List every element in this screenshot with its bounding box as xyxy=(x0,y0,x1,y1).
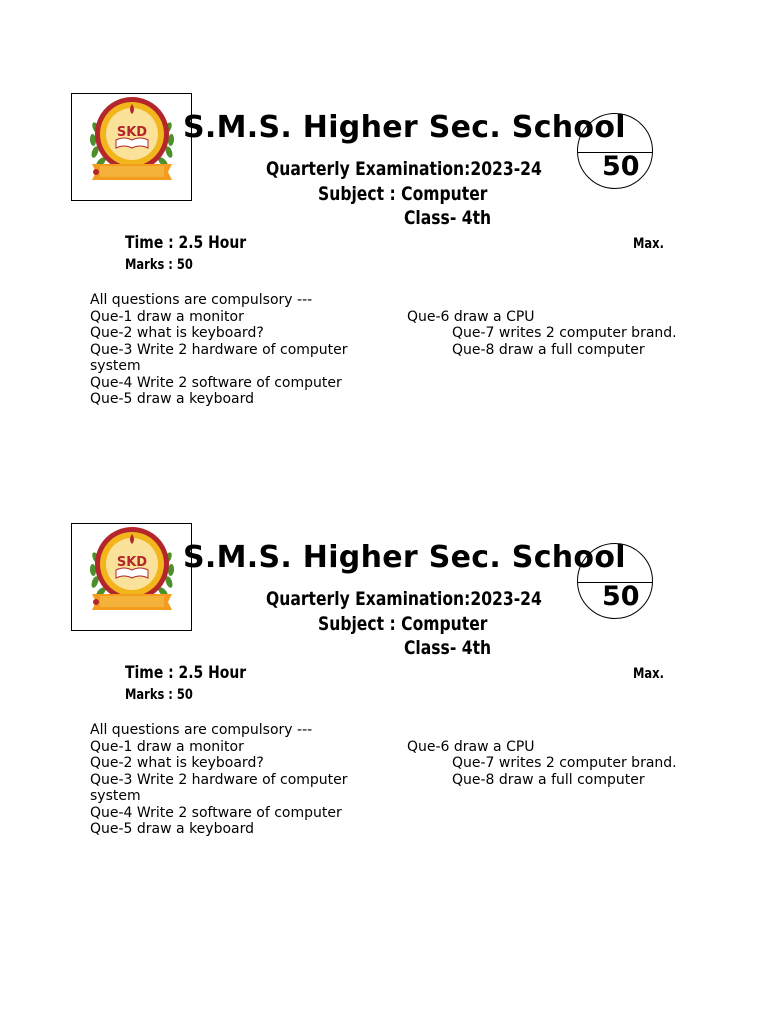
school-logo-frame xyxy=(71,93,192,201)
question-item: Que-6 draw a CPU xyxy=(407,309,535,325)
question-item: Que-1 draw a monitor xyxy=(90,739,244,755)
question-item: Que-3 Write 2 hardware of computer xyxy=(90,772,348,788)
question-item: Que-1 draw a monitor xyxy=(90,309,244,325)
question-item: Que-8 draw a full computer xyxy=(452,342,645,358)
question-item: Que-7 writes 2 computer brand. xyxy=(452,755,677,771)
question-item: Que-7 writes 2 computer brand. xyxy=(452,325,677,341)
class-line: Class- 4th xyxy=(404,207,492,229)
subject-line: Subject : Computer xyxy=(318,613,488,635)
question-item: system xyxy=(90,788,141,804)
max-marks-value: 50 xyxy=(602,581,640,612)
question-item: Que-2 what is keyboard? xyxy=(90,325,264,341)
question-item: Que-4 Write 2 software of computer xyxy=(90,375,342,391)
logo-text: SKD xyxy=(116,125,148,140)
question-item: Que-5 draw a keyboard xyxy=(90,821,255,837)
exam-title: Quarterly Examination:2023-24 xyxy=(266,588,542,610)
max-label: Max. xyxy=(633,666,664,682)
question-item: system xyxy=(90,358,141,374)
time-line: Time : 2.5 Hour xyxy=(125,663,247,683)
question-paper xyxy=(0,430,768,860)
max-label: Max. xyxy=(633,236,664,252)
logo-text: SKD xyxy=(116,555,148,570)
class-line: Class- 4th xyxy=(404,637,492,659)
max-marks-circle xyxy=(577,113,653,189)
question-item: Que-4 Write 2 software of computer xyxy=(90,805,342,821)
question-paper xyxy=(0,0,768,430)
question-item: Que-8 draw a full computer xyxy=(452,772,645,788)
school-logo-frame xyxy=(71,523,192,631)
marks-line: Marks : 50 xyxy=(125,257,193,273)
school-name: S.M.S. Higher Sec. School xyxy=(183,540,626,575)
school-logo xyxy=(86,524,178,616)
max-marks-value: 50 xyxy=(602,151,640,182)
instructions: All questions are compulsory --- xyxy=(90,722,313,738)
question-item: Que-2 what is keyboard? xyxy=(90,755,264,771)
max-marks-circle xyxy=(577,543,653,619)
school-name: S.M.S. Higher Sec. School xyxy=(183,110,626,145)
question-item: Que-5 draw a keyboard xyxy=(90,391,255,407)
instructions: All questions are compulsory --- xyxy=(90,292,313,308)
question-item: Que-6 draw a CPU xyxy=(407,739,535,755)
school-logo xyxy=(86,94,178,186)
exam-title: Quarterly Examination:2023-24 xyxy=(266,158,542,180)
question-item: Que-3 Write 2 hardware of computer xyxy=(90,342,348,358)
marks-line: Marks : 50 xyxy=(125,687,193,703)
subject-line: Subject : Computer xyxy=(318,183,488,205)
time-line: Time : 2.5 Hour xyxy=(125,233,247,253)
